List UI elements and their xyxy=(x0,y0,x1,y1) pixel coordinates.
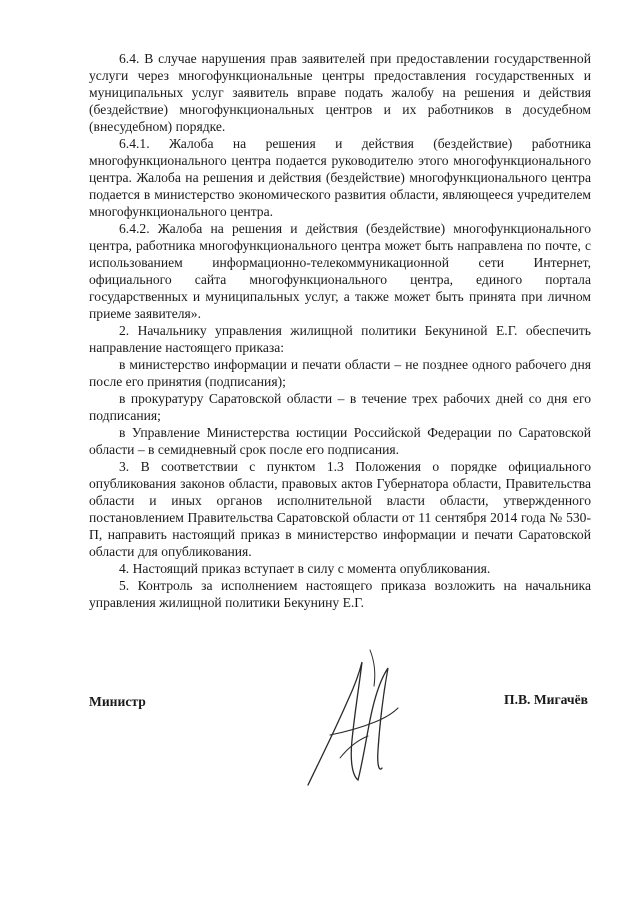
paragraph-2: 2. Начальнику управления жилищной политики Бекуниной Е.Г. обеспечить направление настоящего приказа: xyxy=(89,323,591,355)
paragraph-6-4-2: 6.4.2. Жалоба на решения и действия (бездействие) многофункционального центра, работника многофункционального центра может быть направлена по почте, с использованием информационно-телекоммуникационной сети Интернет, официального сайта многофункционального центра, единого портала государственных и муниципальных услуг, а также может быть принята при личном приеме заявителя». xyxy=(89,221,591,321)
paragraph-4: 4. Настоящий приказ вступает в силу с момента опубликования. xyxy=(119,561,491,576)
document-body xyxy=(89,50,591,611)
paragraph-2-justice: в Управление Министерства юстиции Российской Федерации по Саратовской области – в семидневный срок после его подписания. xyxy=(89,425,591,457)
signatory-name: П.В. Мигачёв xyxy=(504,692,588,707)
handwritten-signature xyxy=(300,640,410,790)
signatory-title: Министр xyxy=(89,694,146,709)
paragraph-6-4-1: 6.4.1. Жалоба на решения и действия (бездействие) работника многофункционального центра подается руководителю этого многофункционального центра. Жалоба на решения и действия (бездействие) многофункционального центра подается в министерство экономического развития области, являющееся учредителем многофункционального центра. xyxy=(89,136,591,219)
paragraph-5: 5. Контроль за исполнением настоящего приказа возложить на начальника управления жилищной политики Бекунину Е.Г. xyxy=(89,578,591,610)
paragraph-2-ministry: в министерство информации и печати области – не позднее одного рабочего дня после его принятия (подписания); xyxy=(89,357,591,389)
paragraph-6-4: 6.4. В случае нарушения прав заявителей при предоставлении государственной услуги через многофункциональные центры предоставления государственных и муниципальных услуг заявитель вправе подать жалобу на решения и действия (бездействие) многофункциональных центров и их работников в досудебном (внесудебном) порядке. xyxy=(89,51,591,134)
paragraph-2-prosecutor: в прокуратуру Саратовской области – в течение трех рабочих дней со дня его подписания; xyxy=(89,391,591,423)
paragraph-3: 3. В соответствии с пунктом 1.3 Положения о порядке официального опубликования законов области, правовых актов Губернатора области, Правительства области и иных органов исполнительной власти области, утвержденного постановлением Правительства Саратовской области от 11 сентября 2014 года № 530-П, направить настоящий приказ в министерство информации и печати Саратовской области для опубликования. xyxy=(89,459,591,559)
